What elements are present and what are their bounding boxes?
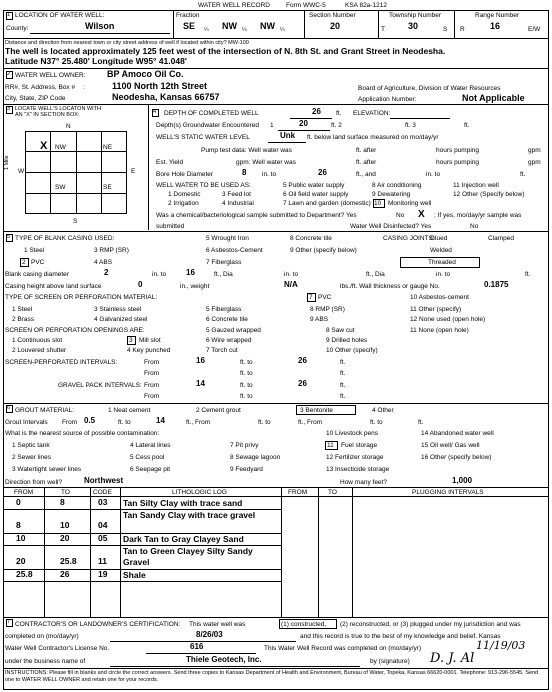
casing-height-value: 0	[138, 280, 143, 289]
log-row-description: Tan Silty Clay with trace sand	[123, 498, 243, 508]
feet-value: 1,000	[452, 476, 473, 485]
mile-label: 1 Mile	[4, 155, 10, 170]
bore-value: 8	[242, 168, 247, 177]
log-row-to: 25.8	[60, 556, 77, 566]
groundwater-label: Depth(s) Groundwater Encountered	[156, 122, 259, 129]
screen-to-value: 26	[298, 356, 307, 365]
section-4-number: 4	[153, 109, 157, 115]
section-number: 20	[330, 21, 341, 31]
township-label: Township Number	[389, 12, 442, 19]
log-row-to: 10	[60, 520, 70, 530]
screen-label: TYPE OF SCREEN OR PERFORATION MATERIAL:	[5, 294, 158, 301]
owner-label: WATER WELL OWNER:	[15, 72, 86, 79]
log-header-to: TO	[61, 489, 70, 496]
form-title: WATER WELL RECORD	[198, 2, 270, 9]
city-value: Neodesha, Kansas 66757	[112, 92, 220, 102]
log-row-from: 10	[16, 533, 26, 543]
section-number-label: Section Number	[309, 12, 356, 19]
water-well-record-form: WATER WELL RECORD Form WWC-5 KSA 82a-1212 1 LOCATION OF WATER WELL: County: Wilson Fraction SE ¼ NW ¼ NW ¼ Section Number 20 Township Number T 30 S Range Number R 16 E/W Distance and direction from nearest town or city street address of well if located within city? MW-100 The well is located approximately 125 feet west of the intersection of N. 8th St. and Grant Street in Neodesha. Latitude N37° 25.480' Longitude W95° 41.048' 2 WATER WELL OWNER: BP Amoco Oil Co. RR#, St. Address, Box # : 1100 North 12th Street City, State, ZIP Code Neodesha, Kansas 66757 Board of Agriculture, Division of Water Resources Application Number: Not Applicable 3 LOCATE WELL'S LOCATON WITH AN "X" IN SECTION BOX: N X NW NE SW SE W E S 1 Mile 4 DEPTH OF COMPLETED WELL 26 ft. ELEVATION: Depth(s) Groundwater Encountered 1 20 ft. 2 ft. 3 ft. WELL'S STATIC WATER LEVEL Unk ft. below land surface measured on mo/day/yr Pump test data: Well water was ft. after hours pumping gpm Est. Yield gpm: Well water was ft. after hours pumping gpm Bore Hole Diameter 8 in. to 26 ft., and in. to ft. WELL WATER TO BE USED AS: 5 Public water supply 8 Air conditioning 11 Injection well 1 Domestic 3 Feed lot 6 Oil field water supply 9 Dewatering 12 Other (Specify below) 2 Irrigation 4 Industrial 7 Lawn and garden (domestic) 10 Monitoring well Was a chemical/bacteriological sample submitted to Department? Yes No X ; If yes, mo/day/yr sample was submitted Water Well Disinfected? Yes No 5 TYPE OF BLANK CASING USED: 5 Wrought Iron 8 Concrete tile CASING JOINTS: Glued Clamped 1 Steel 3 RMP (SR) 6 Asbestos-Cement 9 Other (specify below) Welded 2 PVC 4 ABS 7 Fiberglass Threaded Blank casing diameter 2 in. to 16 ft., Dia in. to ft., Dia in. to ft. Casing height above land surface 0 in., weight N/A lbs./ft. Wall thickness or gauge No. 0.1875 TYPE OF SCREEN OR PERFORATION MATERIAL: 7 PVC 10 Asbestos-cement 1 Steel 3 Stainless steel 5 Fiberglass 8 RMP (SR) 11 Other (specify) 2 Brass 4 Galvanized steel 6 Concrete tile 9 ABS 12 None used (open hole) SCREEN OR PERFORATION OPENINGS ARE: 5 Gauzed wrapped 8 Saw cut 11 None (open hole) 1 Continuous slot 3 Mill slot 6 Wire wrapped 9 Drilled holes 2 Louvered shutter 4 Key punched 7 Torch cut 10 Other (specify) SCREEN-PERFORATED INTERVALS: From 16 ft. to 26 ft. From ft. to ft. GRAVEL PACK INTERVALS: From 14 ft. to 26 ft. From ft. to ft. 6 GROUT MATERIAL: 1 Neat cement 2 Cement grout 3 Bentonite 4 Other Grout Intervals From 0.5 ft. to 14 ft., From ft. to ft., From ft. to ft. What is the nearest source of possible contamination: 10 Livestock pens 14 Abandoned water well 1 Septic tank 4 Lateral lines 7 Pit privy 11 Fuel storage 15 Oil well/ Gas well 2 Sewer lines 5 Cess pool 8 Sewage lagoon 12 Fertilizer storage 16 Other (specify below) 3 Watertight sewer lines 6 Seepage pit 9 Feedyard 13 Insecticide storage Direction from well? Northwest How many feet? 1,000 FROM TO CODE LITHOLOGIC LOG FROM TO PLUGGING INTERVALS 0 8 03 Tan Silty Clay with trace sand 8 10 04 Tan Sandy Clay with trace gravel 10 20 05 Dark Tan to Gray Clayey Sand 20 25.8 11 Tan to Green Clayey Silty Sandy Gravel 25.8 26 19 Shale 7 CONTRACTOR'S OR LANDOWNER'S CERTIFICATION: This water well was (1) constructed, (2) reconstructed, or (3) plugged under my jurisdiction and was completed on (mo/day/yr) 8/26/03 and this record is true to the best of my knowledge and belief. Kansas Water Well Contractor's License No. 616 This Water Well Record was completed on (mo/day/yr) 11/19/03 under the business name of Thiele Geotech, Inc. by (signature) D. J. Al INSTRUCTIONS: Please fill in blanks and circle the correct answers. Send three copies to Kansas Department of Health and Environment, Bureau of Water, Topeka, Kansas 66620-0001. Telephone: 913-296-5545. Send one to WATER WELL OWNER and retain one for your records.	[0, 0, 552, 692]
log-row-to: 26	[60, 569, 70, 579]
distance-label: Distance and direction from nearest town or city street address of well if located within city? MW-100	[5, 40, 249, 46]
weight-value: N/A	[284, 280, 298, 289]
blank-diameter-value: 2	[104, 268, 109, 277]
openings-label: SCREEN OR PERFORATION OPENINGS ARE:	[5, 327, 145, 334]
log-header-from-2: FROM	[288, 489, 308, 496]
log-row-from: 25.8	[16, 569, 33, 579]
city-label: City, State, ZIP Code	[5, 95, 66, 102]
log-row-to: 8	[60, 497, 65, 507]
log-row-code: 03	[98, 497, 108, 507]
log-row-description: Dark Tan to Gray Clayey Sand	[123, 534, 244, 544]
certification-label: CONTRACTOR'S OR LANDOWNER'S CERTIFICATION:	[15, 621, 181, 628]
county-label: County:	[6, 25, 29, 32]
static-label: WELL'S STATIC WATER LEVEL	[156, 134, 250, 141]
depth-value: 26	[312, 107, 321, 116]
screen-intervals-label: SCREEN-PERFORATED INTERVALS:	[5, 359, 118, 366]
log-header-code: CODE	[93, 489, 112, 496]
range-value: 16	[490, 21, 501, 31]
how-many-feet-label: How many feet?	[340, 479, 387, 486]
section-2-number: 2	[7, 71, 11, 77]
distance-value: The well is located approximately 125 feet west of the intersection of N. 8th St. and Grant Street in Neodesha.	[5, 46, 446, 56]
ksa-reference: KSA 82a-1212	[345, 2, 387, 9]
completed-date: 8/26/03	[196, 630, 223, 639]
elevation-label: ELEVATION:	[353, 110, 391, 117]
fraction-label: Fraction	[176, 12, 200, 19]
groundwater-1-value: 20	[299, 119, 308, 128]
use-label: WELL WATER TO BE USED AS:	[156, 182, 251, 189]
log-header-to-2: TO	[328, 489, 337, 496]
static-value: Unk	[280, 131, 296, 140]
range-label: Range Number	[475, 12, 520, 19]
bore-label: Bore Hole Diameter	[156, 171, 214, 178]
section-3-number: 3	[7, 106, 11, 112]
log-row-description: Tan to Green Clayey Silty Sandy Gravel	[123, 546, 253, 568]
locate-label: LOCATE WELL'S LOCATON WITH	[15, 106, 102, 112]
log-header-litho: LITHOLOGIC LOG	[172, 489, 227, 496]
business-name: Thiele Geotech, Inc.	[186, 655, 262, 664]
log-row-code: 11	[98, 556, 107, 566]
log-row-to: 20	[60, 533, 70, 543]
section-6-number: 6	[7, 405, 11, 411]
joints-label: CASING JOINTS:	[383, 235, 435, 242]
bore-to-value: 26	[318, 168, 327, 177]
log-row-from: 20	[16, 556, 26, 566]
gravel-to-value: 26	[298, 379, 307, 388]
blank-to-value: 16	[186, 268, 195, 277]
board-label: Board of Agriculture, Division of Water Resources	[358, 85, 501, 92]
form-number: Form WWC-5	[286, 2, 326, 9]
grout-from-value: 0.5	[84, 416, 96, 425]
screen-from-value: 16	[196, 356, 205, 365]
section-7-number: 7	[7, 619, 11, 625]
gauge-value: 0.1875	[484, 280, 509, 289]
grout-intervals-label: Grout Intervals	[5, 419, 48, 426]
owner-value: BP Amoco Oil Co.	[107, 69, 184, 79]
grout-label: GROUT MATERIAL:	[15, 407, 74, 414]
section-1-number: 1	[7, 12, 11, 18]
lat-long: Latitude N37° 25.480' Longitude W95° 41.048'	[5, 56, 187, 66]
license-number: 616	[190, 642, 204, 651]
gravel-from-value: 14	[196, 379, 205, 388]
log-row-code: 19	[98, 569, 108, 579]
fraction-1: SE	[183, 21, 196, 31]
contamination-label: What is the nearest source of possible contamination:	[5, 430, 160, 437]
instructions: INSTRUCTIONS: Please fill in blanks and circle the correct answers. Send three copies to Kansas Department of Health and Environment, Bureau of Water, Topeka, Kansas 66620-0001. Telephone: 913-296-5545. Send one to WATER WELL OWNER and retain one for your records.	[5, 670, 539, 683]
fraction-2: NW	[222, 21, 237, 31]
log-row-code: 04	[98, 520, 108, 530]
location-x-mark: X	[40, 140, 48, 152]
log-row-code: 05	[98, 533, 108, 543]
fraction-3: NW	[260, 21, 275, 31]
county-value: Wilson	[85, 21, 115, 31]
application-label: Application Number:	[358, 96, 417, 103]
depth-label: DEPTH OF COMPLETED WELL	[164, 110, 259, 117]
direction-label: Direction from well?	[5, 479, 63, 486]
section-5-number: 5	[7, 234, 11, 240]
log-row-from: 0	[16, 497, 21, 507]
township-value: 30	[408, 21, 419, 31]
log-row-from: 8	[16, 520, 21, 530]
address-label: RR#, St. Address, Box #	[5, 84, 76, 91]
log-header-plugging: PLUGGING INTERVALS	[412, 489, 484, 496]
signature: D. J. Al	[430, 651, 475, 666]
gravel-pack-label: GRAVEL PACK INTERVALS:	[58, 382, 142, 389]
application-value: Not Applicable	[462, 93, 525, 103]
chem-no-x: X	[418, 209, 425, 220]
log-row-description: Tan Sandy Clay with trace gravel	[123, 510, 256, 520]
log-header-from: FROM	[14, 489, 34, 496]
record-date: 11/19/03	[476, 639, 526, 652]
log-row-description: Shale	[123, 570, 146, 580]
direction-value: Northwest	[84, 476, 124, 485]
blank-diameter-label: Blank casing diameter	[5, 271, 69, 278]
grout-to-value: 14	[156, 416, 165, 425]
address-value: 1100 North 12th Street	[112, 81, 208, 91]
location-label: LOCATION OF WATER WELL:	[15, 12, 105, 19]
casing-label: TYPE OF BLANK CASING USED:	[15, 235, 115, 242]
